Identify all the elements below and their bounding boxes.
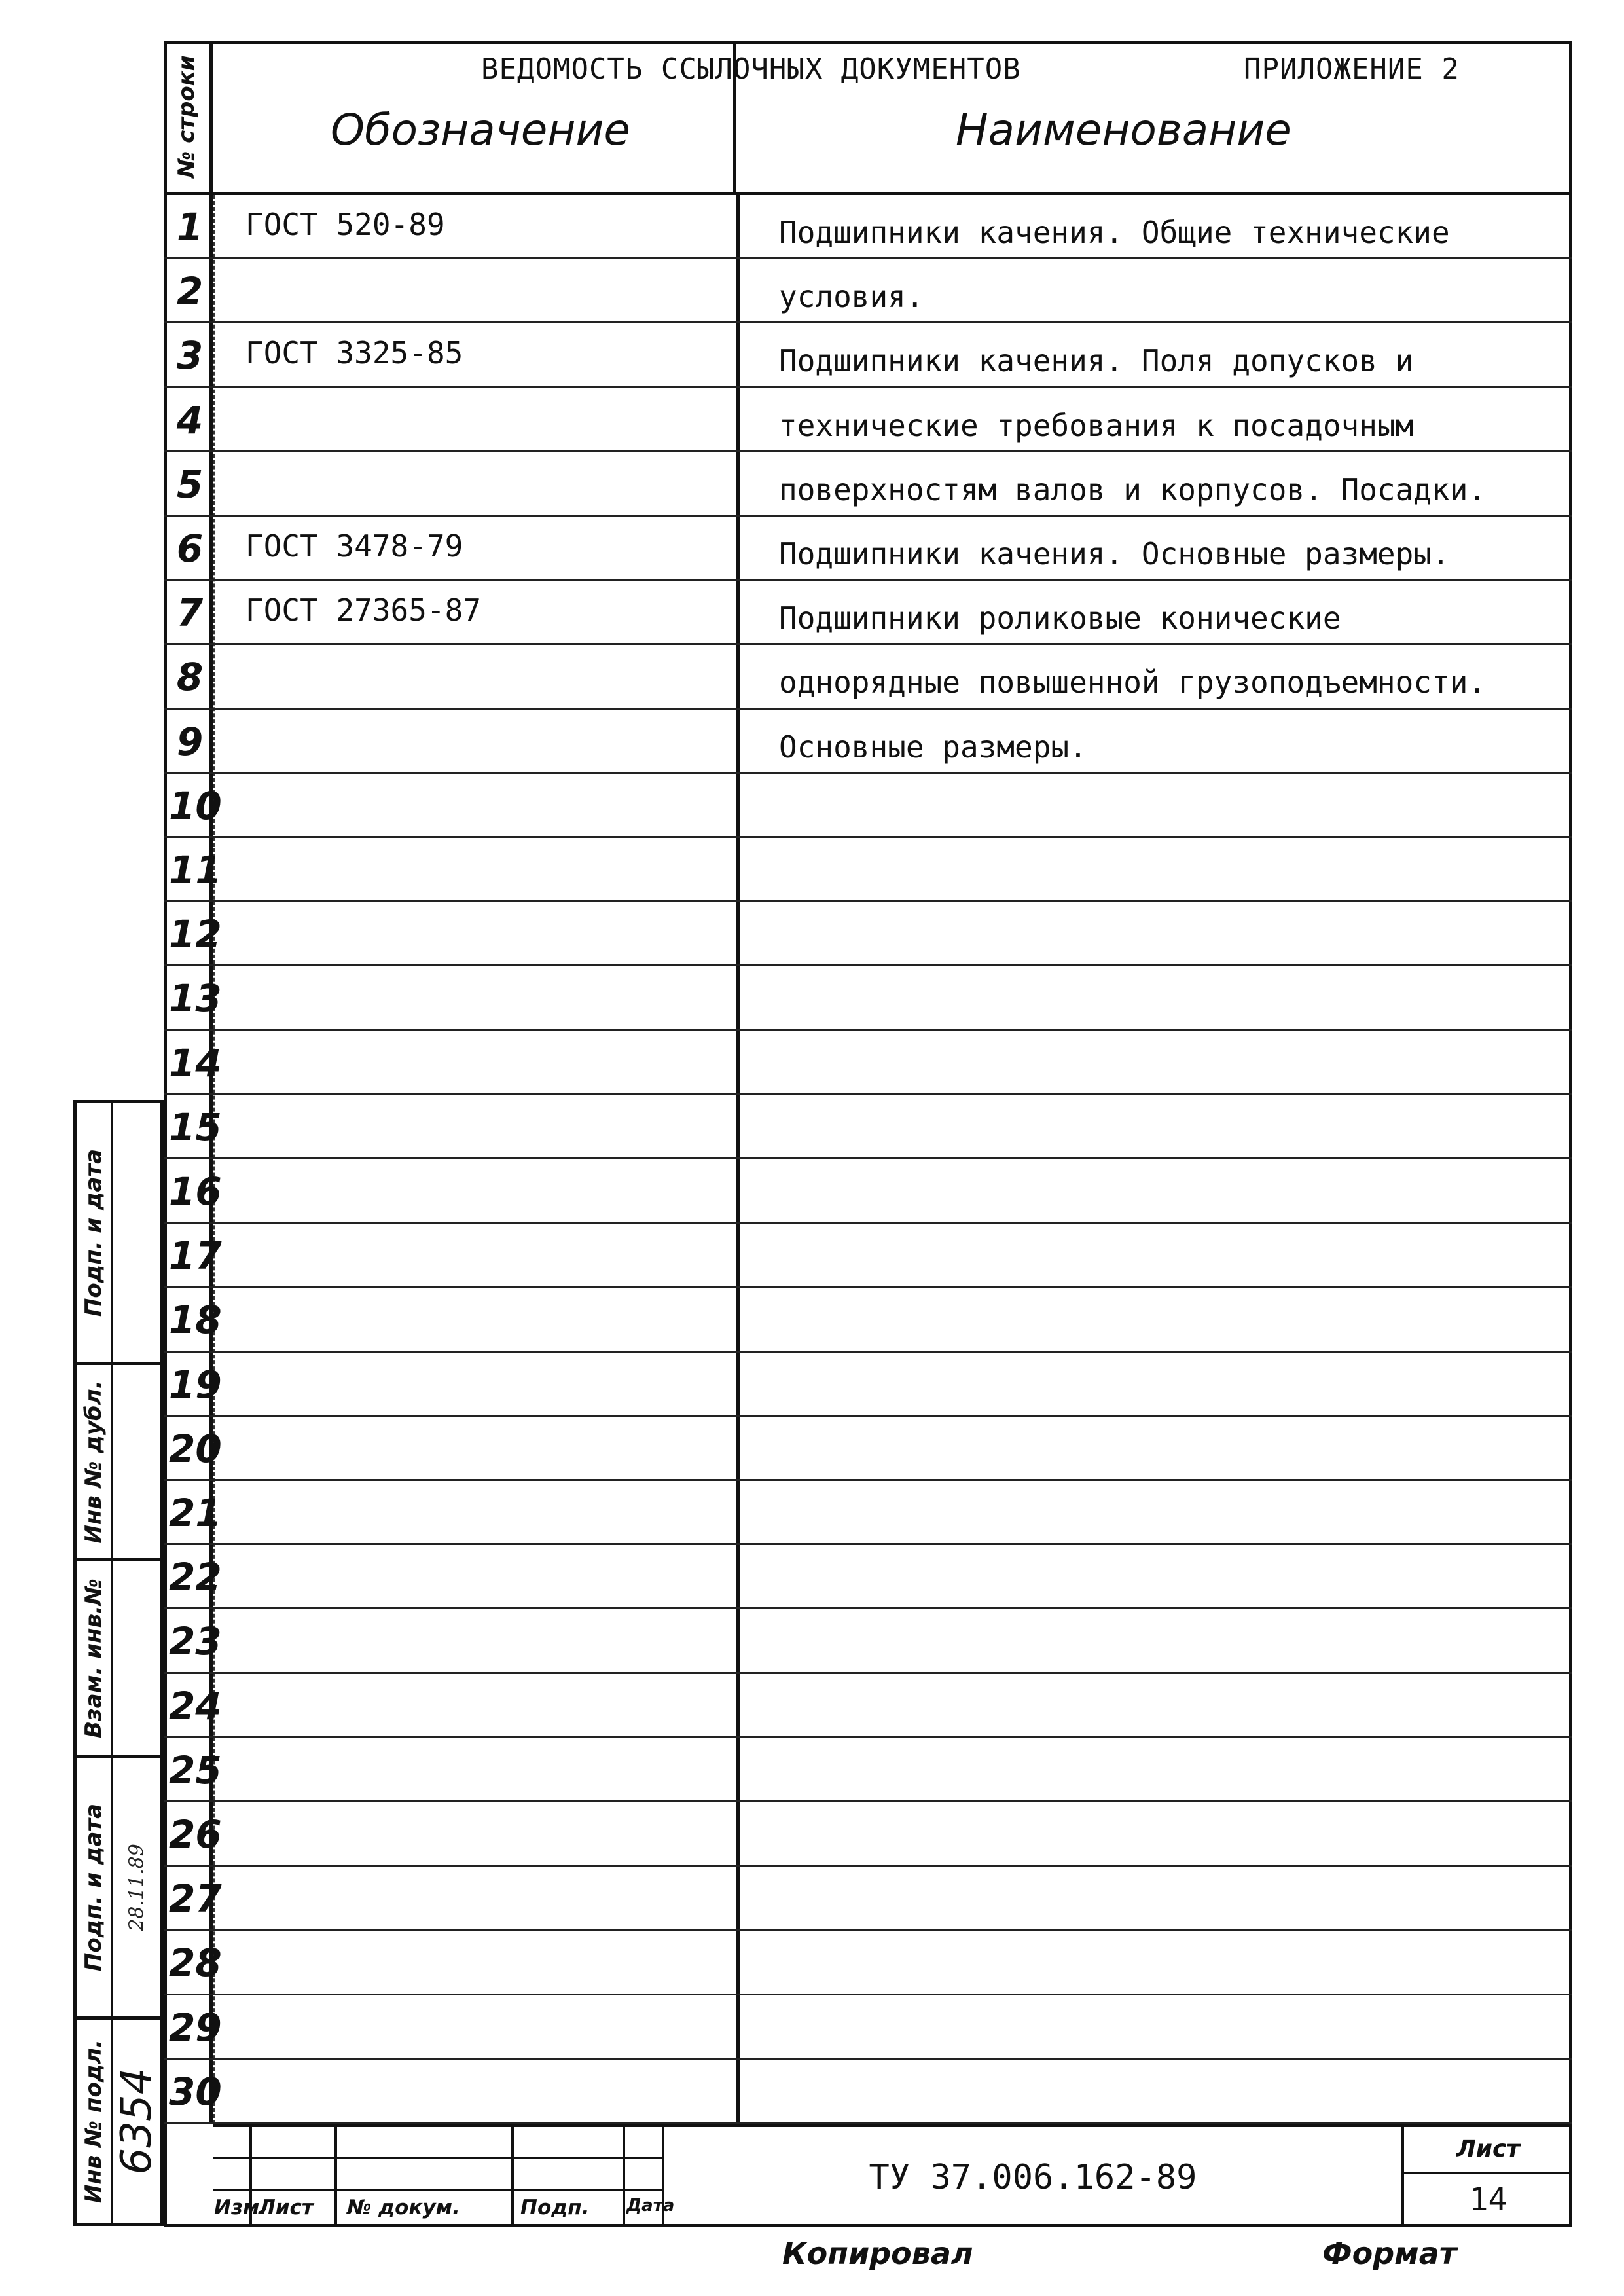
row-number: 24 bbox=[169, 1683, 222, 1728]
row-number: 15 bbox=[169, 1104, 222, 1150]
row-number-header-label: № строки bbox=[173, 54, 200, 178]
table-row bbox=[164, 902, 1572, 966]
row-name: Подшипники роликовые конические bbox=[779, 600, 1341, 636]
appendix-label: ПРИЛОЖЕНИЕ 2 bbox=[1244, 52, 1460, 86]
row-number: 22 bbox=[169, 1555, 222, 1600]
sheet-number-cell bbox=[1404, 2127, 1572, 2227]
document-title: ВЕДОМОСТЬ ССЫЛОЧНЫХ ДОКУМЕНТОВ bbox=[481, 52, 1021, 86]
table-row bbox=[164, 452, 1572, 517]
table-row bbox=[164, 710, 1572, 774]
table-row bbox=[164, 1545, 1572, 1609]
side-label-dup-inv: Инв № дубл. bbox=[81, 1379, 107, 1544]
stamp-label-doc-no: № докум. bbox=[347, 2196, 460, 2219]
name-header-label: Наименование bbox=[956, 105, 1291, 155]
side-label-orig-inv: Инв № подл. bbox=[81, 2039, 107, 2204]
row-number: 5 bbox=[176, 462, 204, 507]
table-row bbox=[164, 838, 1572, 902]
table-row bbox=[164, 2060, 1572, 2124]
side-cell-sign-date-1 bbox=[77, 1103, 160, 1365]
row-name: Основные размеры. bbox=[779, 729, 1087, 765]
table-row bbox=[164, 1674, 1572, 1738]
side-cell-dup-inv bbox=[77, 1365, 160, 1561]
row-name: поверхностям валов и корпусов. Посадки. bbox=[779, 471, 1487, 507]
format-label: Формат bbox=[1322, 2236, 1457, 2271]
copied-by-label: Копировал bbox=[782, 2236, 973, 2271]
side-cell-replace-inv bbox=[77, 1561, 160, 1758]
table-row bbox=[164, 1995, 1572, 2060]
row-number: 3 bbox=[176, 333, 204, 378]
handwritten-date: 28.11.89 bbox=[125, 1843, 149, 1931]
table-row bbox=[164, 1931, 1572, 1995]
table-row bbox=[164, 1802, 1572, 1867]
table-row bbox=[164, 1353, 1572, 1417]
row-number: 14 bbox=[169, 1040, 222, 1085]
designation-header-label: Обозначение bbox=[331, 105, 630, 155]
row-number: 10 bbox=[169, 783, 222, 828]
side-label-sign-date-2: Подп. и дата bbox=[81, 1803, 107, 1971]
side-cell-orig-inv bbox=[77, 2020, 160, 2223]
row-name: однорядные повышенной грузоподъемности. bbox=[779, 665, 1487, 701]
table-row bbox=[164, 774, 1572, 838]
stamp-label-sheet: Лист bbox=[259, 2196, 314, 2219]
side-cell-sign-date-2 bbox=[77, 1758, 160, 2020]
table-row bbox=[164, 1867, 1572, 1931]
row-number: 9 bbox=[176, 719, 204, 764]
row-number: 25 bbox=[169, 1747, 222, 1793]
row-designation: ГОСТ 520-89 bbox=[245, 207, 445, 242]
table-row bbox=[164, 966, 1572, 1030]
table-row bbox=[164, 1609, 1572, 1673]
revision-grid bbox=[213, 2127, 675, 2227]
row-designation: ГОСТ 3478-79 bbox=[245, 528, 463, 564]
row-number: 30 bbox=[169, 2069, 222, 2114]
row-name: Подшипники качения. Основные размеры. bbox=[779, 536, 1450, 572]
row-name: Подшипники качения. Общие технические bbox=[779, 215, 1450, 250]
row-number: 26 bbox=[169, 1812, 222, 1857]
side-label-sign-date-1: Подп. и дата bbox=[81, 1148, 107, 1317]
table-row bbox=[164, 195, 1572, 259]
row-number: 28 bbox=[169, 1941, 222, 1986]
document-code-cell bbox=[664, 2127, 1404, 2227]
row-number: 12 bbox=[169, 912, 222, 957]
table-row bbox=[164, 645, 1572, 709]
row-number: 1 bbox=[176, 205, 204, 249]
row-number: 7 bbox=[176, 591, 204, 636]
row-designation: ГОСТ 3325-85 bbox=[245, 335, 463, 371]
title-block bbox=[213, 2124, 1572, 2227]
row-number: 20 bbox=[169, 1426, 222, 1471]
stamp-label-change: Изм. bbox=[214, 2196, 268, 2219]
row-name: технические требования к посадочным bbox=[779, 407, 1414, 443]
stamp-label-signature: Подп. bbox=[520, 2196, 590, 2219]
row-number: 4 bbox=[176, 397, 204, 443]
row-number: 18 bbox=[169, 1298, 222, 1343]
table-row bbox=[164, 1224, 1572, 1288]
table-row bbox=[164, 1159, 1572, 1224]
side-panel bbox=[73, 1100, 164, 2226]
row-number: 17 bbox=[169, 1233, 222, 1279]
table-row bbox=[164, 1031, 1572, 1095]
table-row bbox=[164, 323, 1572, 388]
row-name: условия. bbox=[779, 279, 924, 315]
table-row bbox=[164, 1738, 1572, 1802]
document-code: ТУ 37.006.162-89 bbox=[869, 2157, 1197, 2197]
row-number: 27 bbox=[169, 1876, 222, 1922]
table-row bbox=[164, 517, 1572, 581]
row-number: 16 bbox=[169, 1169, 222, 1214]
row-number: 29 bbox=[169, 2005, 222, 2050]
table-row bbox=[164, 1417, 1572, 1481]
row-number: 2 bbox=[176, 269, 204, 314]
table-row bbox=[164, 388, 1572, 452]
row-number: 21 bbox=[169, 1491, 222, 1535]
row-name: Подшипники качения. Поля допусков и bbox=[779, 343, 1414, 379]
stamp-label-date: Дата bbox=[626, 2196, 675, 2215]
row-number: 13 bbox=[169, 976, 222, 1021]
table-row bbox=[164, 259, 1572, 323]
row-number: 23 bbox=[169, 1619, 222, 1664]
sheet-label: Лист bbox=[1404, 2127, 1572, 2174]
table-row bbox=[164, 581, 1572, 645]
row-number-header bbox=[164, 41, 213, 195]
table-row bbox=[164, 1095, 1572, 1159]
row-number: 11 bbox=[169, 848, 222, 892]
row-number: 6 bbox=[176, 526, 204, 571]
sheet-number: 14 bbox=[1469, 2181, 1507, 2218]
row-number: 19 bbox=[169, 1362, 222, 1407]
row-number: 8 bbox=[176, 655, 204, 700]
orig-inv-number: 6354 bbox=[113, 2068, 161, 2175]
table-row bbox=[164, 1288, 1572, 1352]
side-label-replace-inv: Взам. инв.№ bbox=[81, 1578, 107, 1738]
table-row bbox=[164, 1481, 1572, 1545]
row-designation: ГОСТ 27365-87 bbox=[245, 592, 482, 629]
